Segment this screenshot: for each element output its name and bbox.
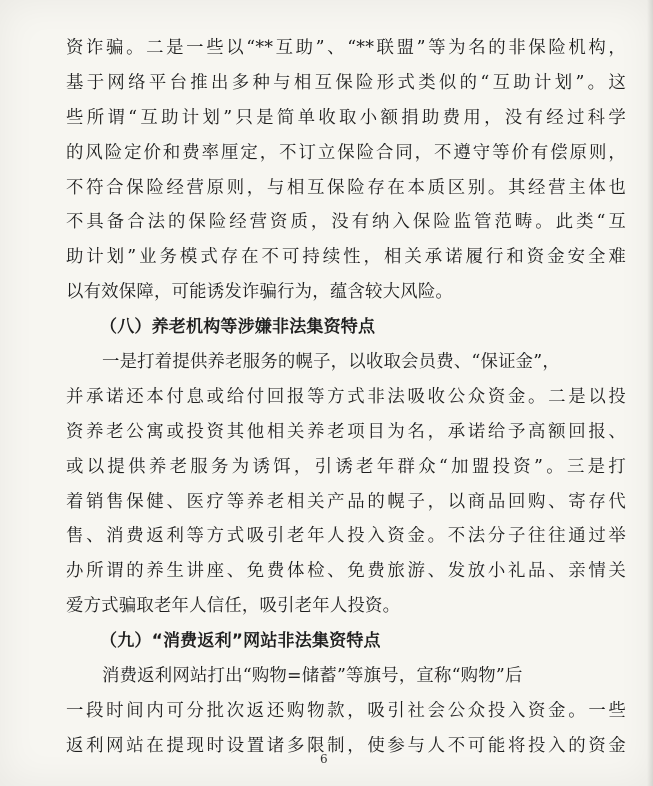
text-line: 资诈骗。二是一些以“**互助”、“**联盟”等为名的非保险机构， [66, 38, 626, 58]
text-line: 着销售保健、医疗等养老相关产品的幌子，以商品回购、寄存代 [66, 491, 626, 512]
text-line: 售、消费返利等方式吸引老年人投入资金。不法分子往往通过举 [66, 526, 626, 547]
scan-edge-shadow [647, 0, 653, 786]
text-line: 一是打着提供养老服务的幌子，以收取会员费、“保证金”， [102, 352, 560, 373]
text-line: 的风险定价和费率厘定，不订立保险合同，不遵守等价有偿原则， [66, 142, 626, 163]
text-line: 爱方式骗取老年人信任，吸引老年人投资。 [66, 596, 401, 617]
page-number: 6 [320, 752, 328, 766]
text-line: 消费返利网站打出“购物=储蓄”等旗号，宣称“购物”后 [102, 666, 523, 687]
text-line: 不符合保险经营原则，与相互保险存在本质区别。其经营主体也 [66, 177, 626, 198]
text-line: 些所谓“互助计划”只是简单收取小额捐助费用，没有经过科学 [66, 107, 626, 128]
section-heading: （八）养老机构等涉嫌非法集资特点 [100, 317, 376, 338]
body-text [66, 31, 626, 764]
text-line: 以有效保障，可能诱发诈骗行为，蕴含较大风险。 [66, 282, 453, 303]
text-line: 办所谓的养生讲座、免费体检、免费旅游、发放小礼品、亲情关 [66, 561, 626, 582]
text-line: 助计划”业务模式存在不可持续性，相关承诺履行和资金安全难 [66, 247, 626, 268]
text-line: 一段时间内可分批次返还购物款，吸引社会公众投入资金。一些 [66, 700, 626, 721]
text-line: 并承诺还本付息或给付回报等方式非法吸收公众资金。二是以投 [66, 386, 626, 407]
text-line: 或以提供养老服务为诱饵，引诱老年群众“加盟投资”。三是打 [66, 456, 626, 477]
text-line: 资养老公寓或投资其他相关养老项目为名，承诺给予高额回报、 [66, 421, 626, 442]
text-line: 返利网站在提现时设置诸多限制，使参与人不可能将投入的资金 [66, 735, 626, 756]
text-line: 不具备合法的保险经营资质，没有纳入保险监管范畴。此类“互 [66, 212, 626, 233]
section-heading: （九）“消费返利”网站非法集资特点 [100, 631, 381, 652]
text-line: 基于网络平台推出多种与相互保险形式类似的“互助计划”。这 [66, 72, 626, 93]
